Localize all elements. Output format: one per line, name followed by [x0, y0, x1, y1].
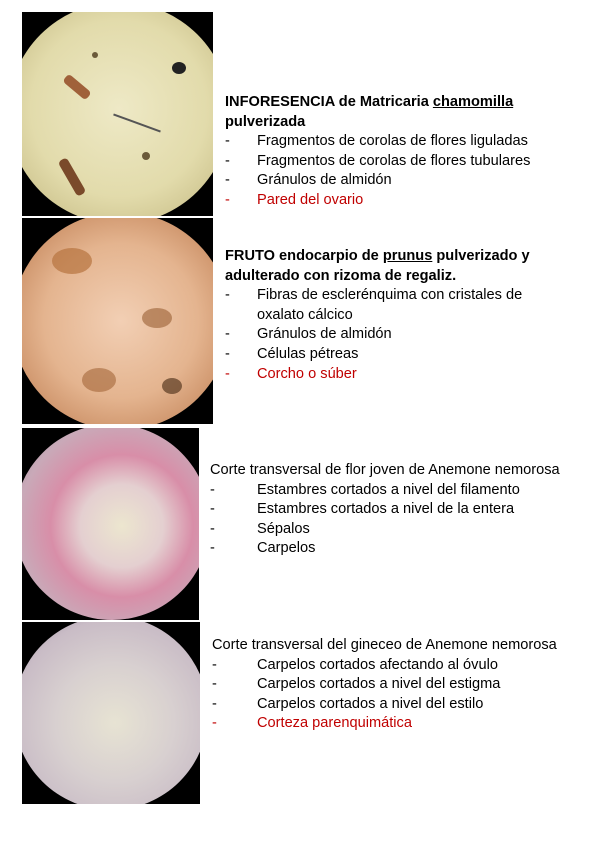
list-item: - Gránulos de almidón [225, 326, 392, 343]
list-item: - Carpelos [210, 540, 316, 557]
list-item: - Estambres cortados a nivel de la entera [210, 501, 515, 518]
micrograph-prunus [22, 218, 213, 424]
micrograph-anemone-flower [22, 428, 199, 620]
section-title: INFORESENCIA de Matricaria chamomilla pulverizada [225, 94, 514, 130]
list-item: - Estambres cortados a nivel del filamento [210, 481, 520, 498]
section-anemone-gynoecium [212, 636, 597, 734]
list-item: - Carpelos cortados afectando al óvulo [212, 656, 498, 673]
section-title: FRUTO endocarpio de prunus pulverizado y adulterado con rizoma de regaliz. [225, 248, 530, 284]
section-anemone-flower [210, 461, 595, 559]
list-item: - Carpelos cortados a nivel del estilo [212, 695, 484, 712]
list-item-highlight: - Pared del ovario [225, 191, 364, 208]
list-item-highlight: - Corteza parenquimática [212, 715, 412, 732]
micrograph-chamomile [22, 12, 213, 216]
list-item: - Gránulos de almidón [225, 172, 392, 189]
micrograph-anemone-gynoecium [22, 622, 200, 804]
list-item: - Fragmentos de corolas de flores tubulares [225, 152, 531, 169]
list-item-highlight: - Corcho o súber [225, 365, 357, 382]
list-item: - Fibras de esclerénquima con cristales de oxalato cálcico [225, 287, 523, 323]
section-title: Corte transversal de flor joven de Anemone nemorosa [210, 462, 560, 478]
list-item: - Fragmentos de corolas de flores liguladas [225, 133, 528, 150]
section-title: Corte transversal del gineceo de Anemone nemorosa [212, 637, 557, 653]
section-prunus [225, 247, 565, 384]
section-chamomile [225, 93, 560, 211]
list-item: - Sépalos [210, 520, 310, 537]
list-item: - Células pétreas [225, 345, 359, 362]
list-item: - Carpelos cortados a nivel del estigma [212, 676, 501, 693]
